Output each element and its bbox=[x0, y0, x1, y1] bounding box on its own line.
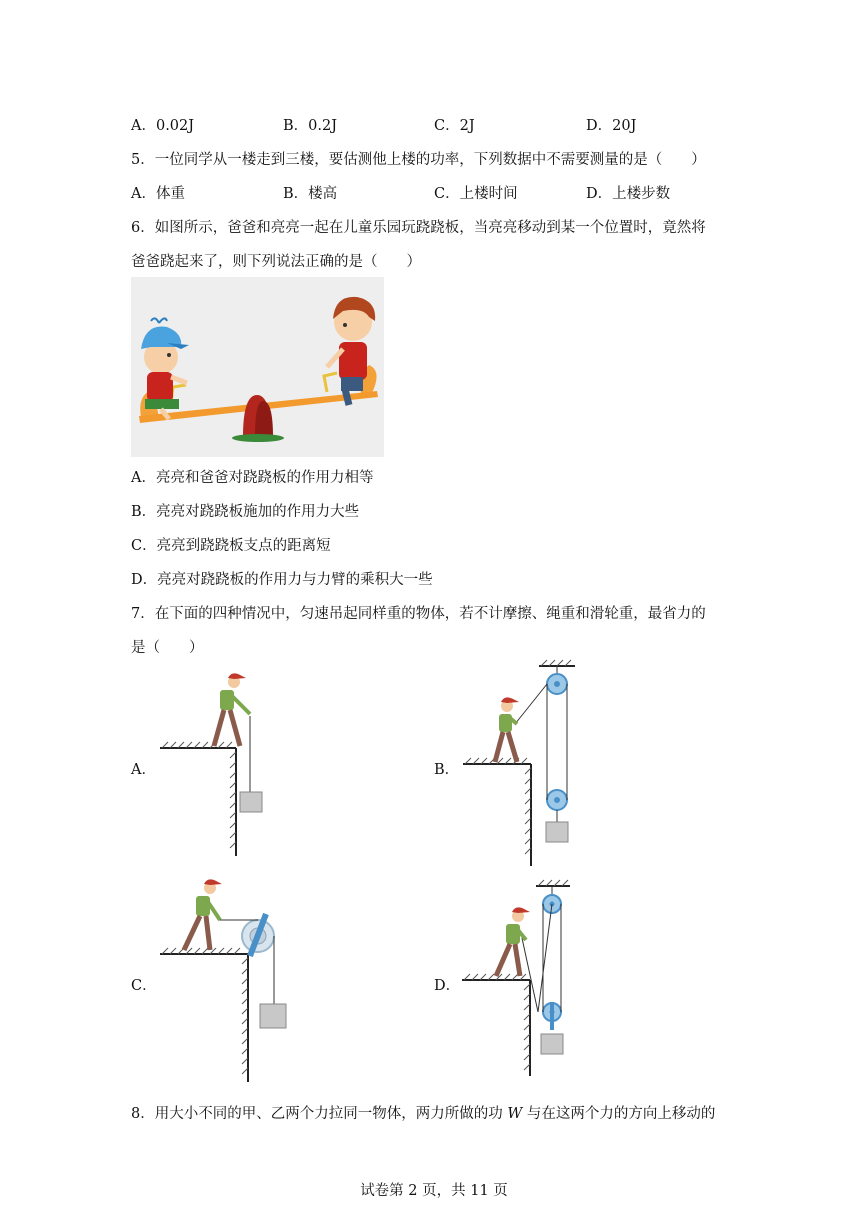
q6-option-d: D．亮亮对跷跷板的作用力与力臂的乘积大一些 bbox=[131, 572, 433, 588]
q7-label-d: D． bbox=[434, 978, 461, 994]
q8-stem-prefix: 8．用大小不同的甲、乙两个力拉同一物体，两力所做的功 bbox=[131, 1106, 508, 1122]
q5-option-c: C．上楼时间 bbox=[434, 186, 518, 202]
q7-label-c: C． bbox=[131, 978, 157, 994]
page-footer: 试卷第 2 页，共 11 页 bbox=[360, 1183, 508, 1199]
q8-stem bbox=[131, 1102, 715, 1123]
q5-option-a: A．体重 bbox=[131, 186, 185, 202]
figure-d-pulley-block bbox=[460, 880, 600, 1080]
q4-option-d: D．20J bbox=[586, 118, 637, 134]
seesaw-figure bbox=[131, 277, 384, 457]
figure-a-direct-pull bbox=[150, 668, 280, 858]
worker-a bbox=[214, 673, 250, 746]
q6-stem-line2: 爸爸跷起来了，则下列说法正确的是（ ） bbox=[131, 254, 421, 270]
q5-stem: 5．一位同学从一楼走到三楼，要估测他上楼的功率，下列数据中不需要测量的是（ ） bbox=[131, 152, 706, 168]
q6-option-a: A．亮亮和爸爸对跷跷板的作用力相等 bbox=[131, 470, 374, 486]
q7-stem-line2: 是（ ） bbox=[131, 640, 204, 656]
q7-label-b: B． bbox=[434, 762, 460, 778]
q5-option-b: B．楼高 bbox=[283, 186, 338, 202]
q5-option-d: D．上楼步数 bbox=[586, 186, 671, 202]
q4-option-c: C．2J bbox=[434, 118, 475, 134]
figure-c-fixed-pulley bbox=[158, 876, 298, 1086]
q4-option-b: B．0.2J bbox=[283, 118, 338, 134]
worker-d bbox=[496, 907, 530, 976]
q4-option-a: A．0.02J bbox=[131, 118, 195, 134]
q6-option-c: C．亮亮到跷跷板支点的距离短 bbox=[131, 538, 331, 554]
q7-stem-line1: 7．在下面的四种情况中，匀速吊起同样重的物体，若不计摩擦、绳重和滑轮重，最省力的 bbox=[131, 606, 706, 622]
q6-option-b: B．亮亮对跷跷板施加的作用力大些 bbox=[131, 504, 360, 520]
q8-work-variable: W bbox=[507, 1106, 523, 1122]
worker-c bbox=[184, 879, 222, 950]
worker-b bbox=[495, 697, 519, 762]
q6-stem-line1: 6．如图所示，爸爸和亮亮一起在儿童乐园玩跷跷板，当亮亮移动到某一个位置时，竟然将 bbox=[131, 220, 706, 236]
q8-stem-suffix: 与在这两个力的方向上移动的 bbox=[522, 1106, 716, 1122]
q7-label-a: A． bbox=[131, 762, 156, 778]
figure-b-pulley-block bbox=[455, 660, 595, 868]
